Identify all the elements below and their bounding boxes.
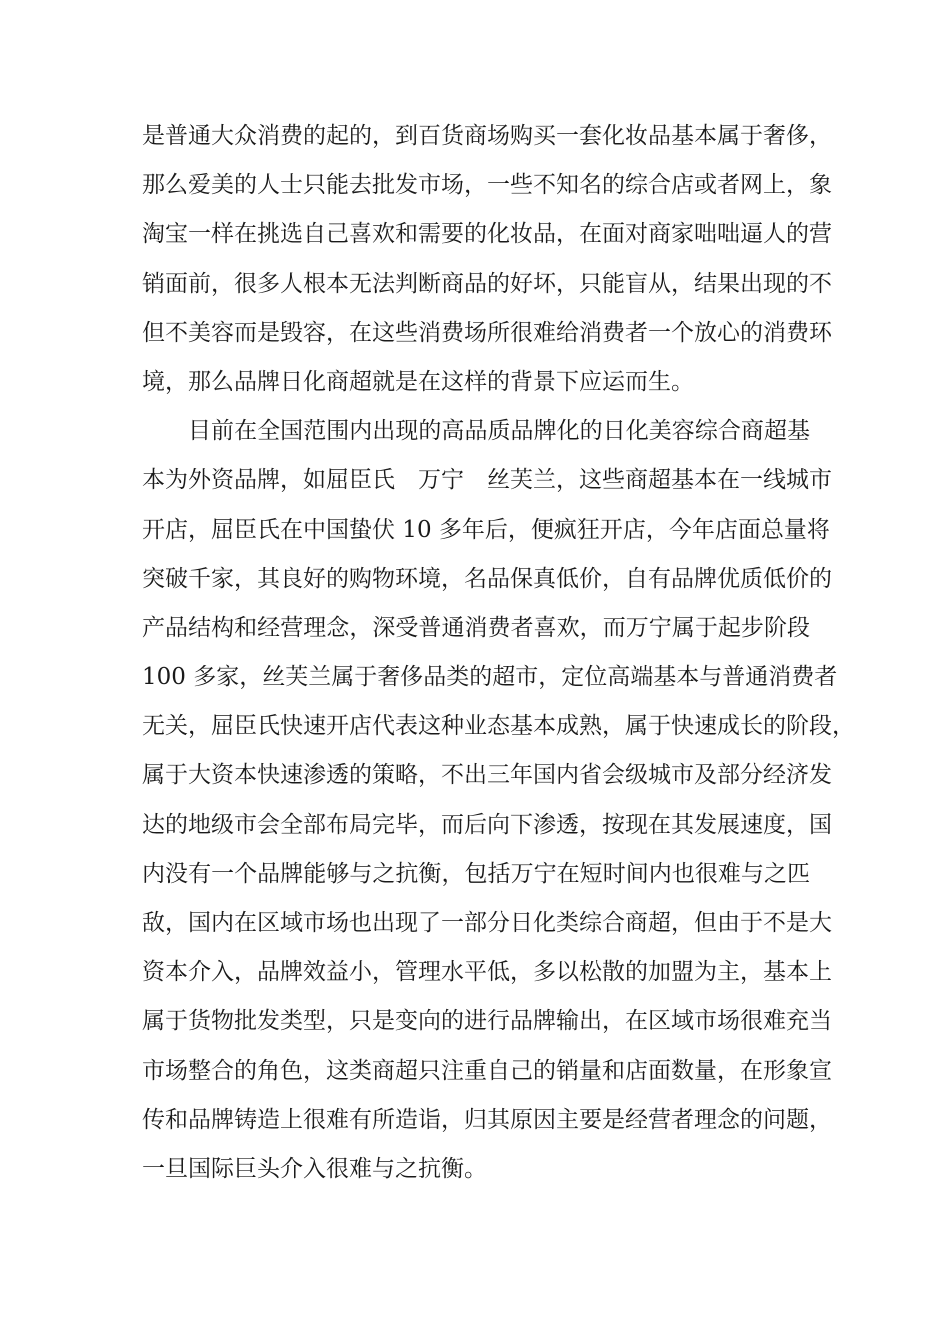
text-line: 本为外资品牌，如屈臣氏 万宁 丝芙兰，这些商超基本在一线城市 [142, 467, 832, 494]
text-line: 属于大资本快速渗透的策略，不出三年国内省会级城市及部分经济发 [142, 762, 832, 789]
text-line: 淘宝一样在挑选自己喜欢和需要的化妆品，在面对商家咄咄逼人的营 [142, 221, 832, 248]
text-line: 境，那么品牌日化商超就是在这样的背景下应运而生。 [142, 368, 694, 395]
text-line: 传和品牌铸造上很难有所造诣，归其原因主要是经营者理念的问题， [142, 1106, 832, 1133]
text-line: 达的地级市会全部布局完毕，而后向下渗透，按现在其发展速度，国 [142, 811, 832, 838]
text-line: 突破千家，其良好的购物环境，名品保真低价，自有品牌优质低价的 [142, 565, 832, 592]
text-line: 无关，屈臣氏快速开店代表这种业态基本成熟，属于快速成长的阶段， [142, 713, 855, 740]
text-line: 属于货物批发类型，只是变向的进行品牌输出，在区域市场很难充当 [142, 1008, 832, 1035]
text-line: 那么爱美的人士只能去批发市场，一些不知名的综合店或者网上，象 [142, 172, 832, 199]
text-line: 市场整合的角色，这类商超只注重自己的销量和店面数量，在形象宣 [142, 1057, 832, 1084]
text-line: 目前在全国范围内出现的高品质品牌化的日化美容综合商超基 [188, 418, 810, 445]
text-line: 敌，国内在区域市场也出现了一部分日化类综合商超，但由于不是大 [142, 910, 832, 936]
text-line: 销面前，很多人根本无法判断商品的好坏，只能盲从，结果出现的不 [142, 270, 832, 297]
paragraph-1 [142, 112, 832, 407]
text-line: 资本介入，品牌效益小，管理水平低，多以松散的加盟为主，基本上 [142, 959, 832, 986]
text-line: 内没有一个品牌能够与之抗衡，包括万宁在短时间内也很难与之匹 [142, 860, 810, 887]
text-line: 是普通大众消费的起的，到百货商场购买一套化妆品基本属于奢侈， [142, 123, 832, 149]
text-line: 开店，屈臣氏在中国蛰伏 10 多年后，便疯狂开店，今年店面总量将 [142, 516, 830, 543]
paragraph-2 [142, 407, 855, 1194]
document-body [142, 112, 855, 1194]
text-line: 一旦国际巨头介入很难与之抗衡。 [142, 1155, 487, 1182]
text-line: 产品结构和经营理念，深受普通消费者喜欢，而万宁属于起步阶段 [142, 614, 810, 641]
text-line: 100 多家，丝芙兰属于奢侈品类的超市，定位高端基本与普通消费者 [142, 664, 838, 691]
text-line: 但不美容而是毁容，在这些消费场所很难给消费者一个放心的消费环 [142, 319, 832, 346]
